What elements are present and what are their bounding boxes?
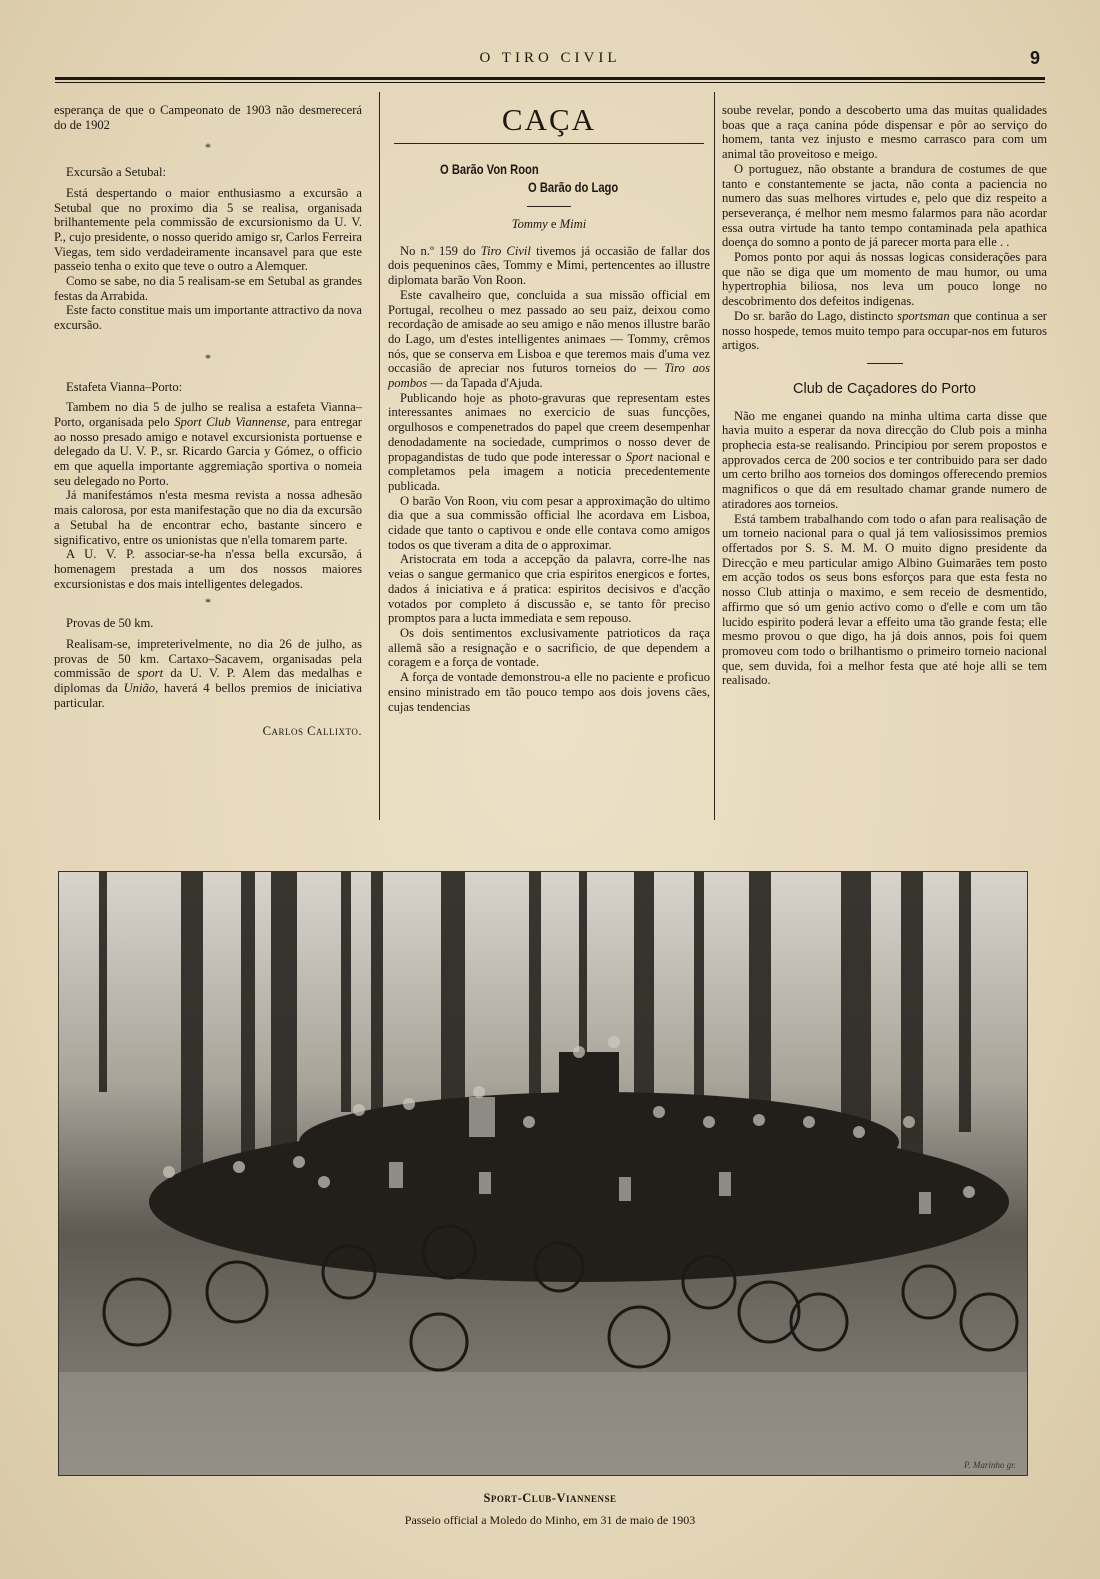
article-paragraph: Do sr. barão do Lago, distincto sportsman que continua a ser nosso hospede, temos muito tempo para occupar-nos em futuros artigos. [722, 308, 1047, 353]
subheading: O Barão Von Roon [440, 161, 539, 177]
column-2 [388, 103, 710, 714]
provas-paragraph: Realisam-se, impreterivelmente, no dia 26 de julho, as provas de 50 km. Cartaxo–Sacavem, organisadas pela commissão de sport da U. V. P. Alem das medalhas e diplomas da União, haverá 4 bellos premios de iniciativa particular. [54, 636, 363, 710]
short-rule [527, 206, 571, 207]
page-number: 9 [1029, 48, 1040, 68]
excursao-paragraph: Está despertando o maior enthusiasmo a excursão a Setubal que no proximo dia 5 se realisa, organisada brilhantemente pela commissão de excursionismo da U. V. P., cujo presidente, o nosso querido amigo sr, Carlos Ferreira Viegas, tem sido verdadeiramente incansavel para que este passeio tenha o exito que teve o outro a Alemquer. [54, 185, 362, 274]
photo-caption: Passeio official a Moledo do Minho, em 31 de maio de 1903 [404, 1513, 696, 1527]
club-section-title: Club de Caçadores do Porto [793, 380, 976, 397]
provas-heading: Provas de 50 km. [66, 616, 154, 631]
estafeta-heading: Estafeta Vianna–Porto: [66, 379, 183, 394]
byline: Tommy e Mimi [511, 217, 587, 231]
article-paragraph: Aristocrata em toda a accepção da palavra, corre-lhe nas veias o sangue germanico que cria espiritos energicos e fortes, dados á iniciativa e á pratica: espiritos decisivos e d'acção votados por completo á discussão e, se tanto fôr preciso promptos para a lucta immediata e sem repouso. [388, 552, 710, 626]
column-divider-2 [714, 92, 715, 820]
excursao-paragraph: Este facto constitue mais um importante attractivo da nova excursão. [54, 303, 362, 333]
article-paragraph: Pomos ponto por aqui ás nossas logicas considerações para que não se diga que um momento de mau humor, ou uma hypertrophia biliosa, nos leva um pouco longe no descobrimento dos defeitos indigenas. [722, 250, 1047, 309]
estafeta-paragraph: A U. V. P. associar-se-ha n'essa bella excursão, á homenagem prestada a um dos nossos maiores excursionistas e dos mais intelligentes delegados. [54, 547, 362, 591]
lead-paragraph: esperança de que o Campeonato de 1903 não desmerecerá do de 1902 [54, 103, 362, 132]
short-rule [867, 363, 903, 364]
article-paragraph: No n.º 159 do Tiro Civil tivemos já occasião de fallar dos dois pequeninos cães, Tommy e Mimi, pertencentes ao illustre diplomata barão Von Roon. [388, 243, 710, 288]
section-star: * [205, 140, 211, 155]
group-photograph [58, 871, 1028, 1476]
excursao-paragraph: Como se sabe, no dia 5 realisam-se em Setubal as grandes festas da Arrabida. [54, 274, 362, 303]
header-rule-thin [55, 82, 1045, 83]
estafeta-paragraph: Já manifestámos n'esta mesma revista a nossa adhesão mais calorosa, por esta manifestação que no dia da excursão a Setubal ha de encontrar echo, bastante sincero e significativo, entre os unionistas que n'ella tomarem parte. [54, 488, 362, 547]
column-divider-1 [379, 92, 380, 820]
article-paragraph: Este cavalheiro que, concluida a sua missão official em Portugal, recolheu o mez passado ao seu paiz, deixou como recordação de amisade ao seu amigo e não menos illustre barão do Lago, um d'estes intelligentes animaes — Tommy, crêmos nós, que se conserva em Lisboa e que teremos mais d'uma vez occasião de apreciar nos futuros torneios do — Tiro aos pombos — da Tapada d'Ajuda. [388, 287, 710, 391]
article-paragraph: soube revelar, pondo a descoberto uma das muitas qualidades boas que a raça canina póde dispensar e pôr ao serviço do homem, tanta vez injusto e mesmo carrasco para com um animal tão proveitoso e meigo. [722, 103, 1047, 162]
column-1 [54, 103, 362, 739]
column-3 [722, 103, 1047, 688]
title-rule [394, 143, 704, 144]
club-paragraph: Está tambem trabalhando com todo o afan para realisação de um torneio nacional para o qual já tem valiosissimos premios offertados por S. S. M. M. O muito digno presidente da Direcção e meu particular amigo Albino Guimarães tem posto em acção todos os seus bons esforços para que esta festa no nosso Club attinja o maximo, e sem receio de desmentido, affirmo que só um genio activo como o d'elle e com um tão lucido espirito poderá levar a effeito uma tão grande festa; elle mesmo provou o que digo, ha já dois annos, pois foi quem promoveu com todo o brilhantismo o primeiro torneio nacional que, sem duvida, foi a melhor festa que até hoje alli se tem realisado. [722, 511, 1047, 688]
article-paragraph: Os dois sentimentos exclusivamente patrioticos da raça allemã são a resignação e o sacrificio, de que dependem a coragem e a força de vontade. [388, 625, 710, 670]
header-rule-thick [55, 77, 1045, 80]
article-paragraph: O portuguez, não obstante a brandura de costumes de que tanto e constantemente se jacta, não conta a paciencia no numero das suas melhores virtudes e, pelo que diz respeito a perseverança, é melhor nem mesmo falarmos para não acordar essa outra virtude ha tanto tempo contaminada pela apathica doença do somno a ponto de já parecer morta para elle . . [722, 161, 1047, 250]
section-title: CAÇA [501, 102, 597, 137]
article-paragraph: A força de vontade demonstrou-a elle no paciente e proficuo ensino ministrado em tão pouco tempo aos dois jovens cães, cujas tendencias [388, 670, 710, 714]
author-signature: Carlos Callixto. [262, 724, 362, 739]
section-star: * [205, 595, 211, 610]
estafeta-paragraph: Tambem no dia 5 de julho se realisa a estafeta Vianna–Porto, organisada pelo Sport Club Viannense, para entregar ao nosso presado amigo e notavel excursionista portuense e delegado da U. V. P., sr. Ricardo Garcia y Gómez, o officio em que aquella importante aggremiação sportiva o nomeia seu delegado no Porto. [54, 400, 362, 488]
club-paragraph: Não me enganei quando na minha ultima carta disse que havia muito a esperar da nova direcção do Club pois a minha prophecia esta-se realisando. Principiou por serem propostos e approvados cerca de 200 socios e ter contribuido para ser dado um certo brilho aos torneios dos domingos offerecendo premios magnificos o que dá em resultado chamar grande numero de atiradores aos torneios. [722, 408, 1047, 511]
photo-caption-title: Sport-Club-Viannense [483, 1491, 617, 1505]
running-title: O TIRO CIVIL [479, 50, 621, 66]
article-paragraph: O barão Von Roon, viu com pesar a approximação do ultimo dia que a sua commissão official lhe acordava em Lisboa, cidade que tanto o captivou e onde elle contava como amigos todos os que tiveram a dita de o approximar. [388, 493, 710, 552]
excursao-heading: Excursão a Setubal: [66, 165, 167, 180]
section-star: * [205, 350, 211, 365]
photo-illustration [59, 872, 1027, 1475]
engraver-mark: P. Marinho gr. [964, 1460, 1016, 1470]
article-paragraph: Publicando hoje as photo-gravuras que representam estes interessantes animaes no exercicio de suas funcções, orgulhosos e compenetrados do papel que creem desempenhar denodadamente na sociedade, cumprimos o nosso dever de propagandistas de tudo que pode interessar o Sport nacional e completamos pela imagem a noticia precedentemente publicada. [388, 390, 711, 493]
subheading: O Barão do Lago [528, 179, 619, 195]
